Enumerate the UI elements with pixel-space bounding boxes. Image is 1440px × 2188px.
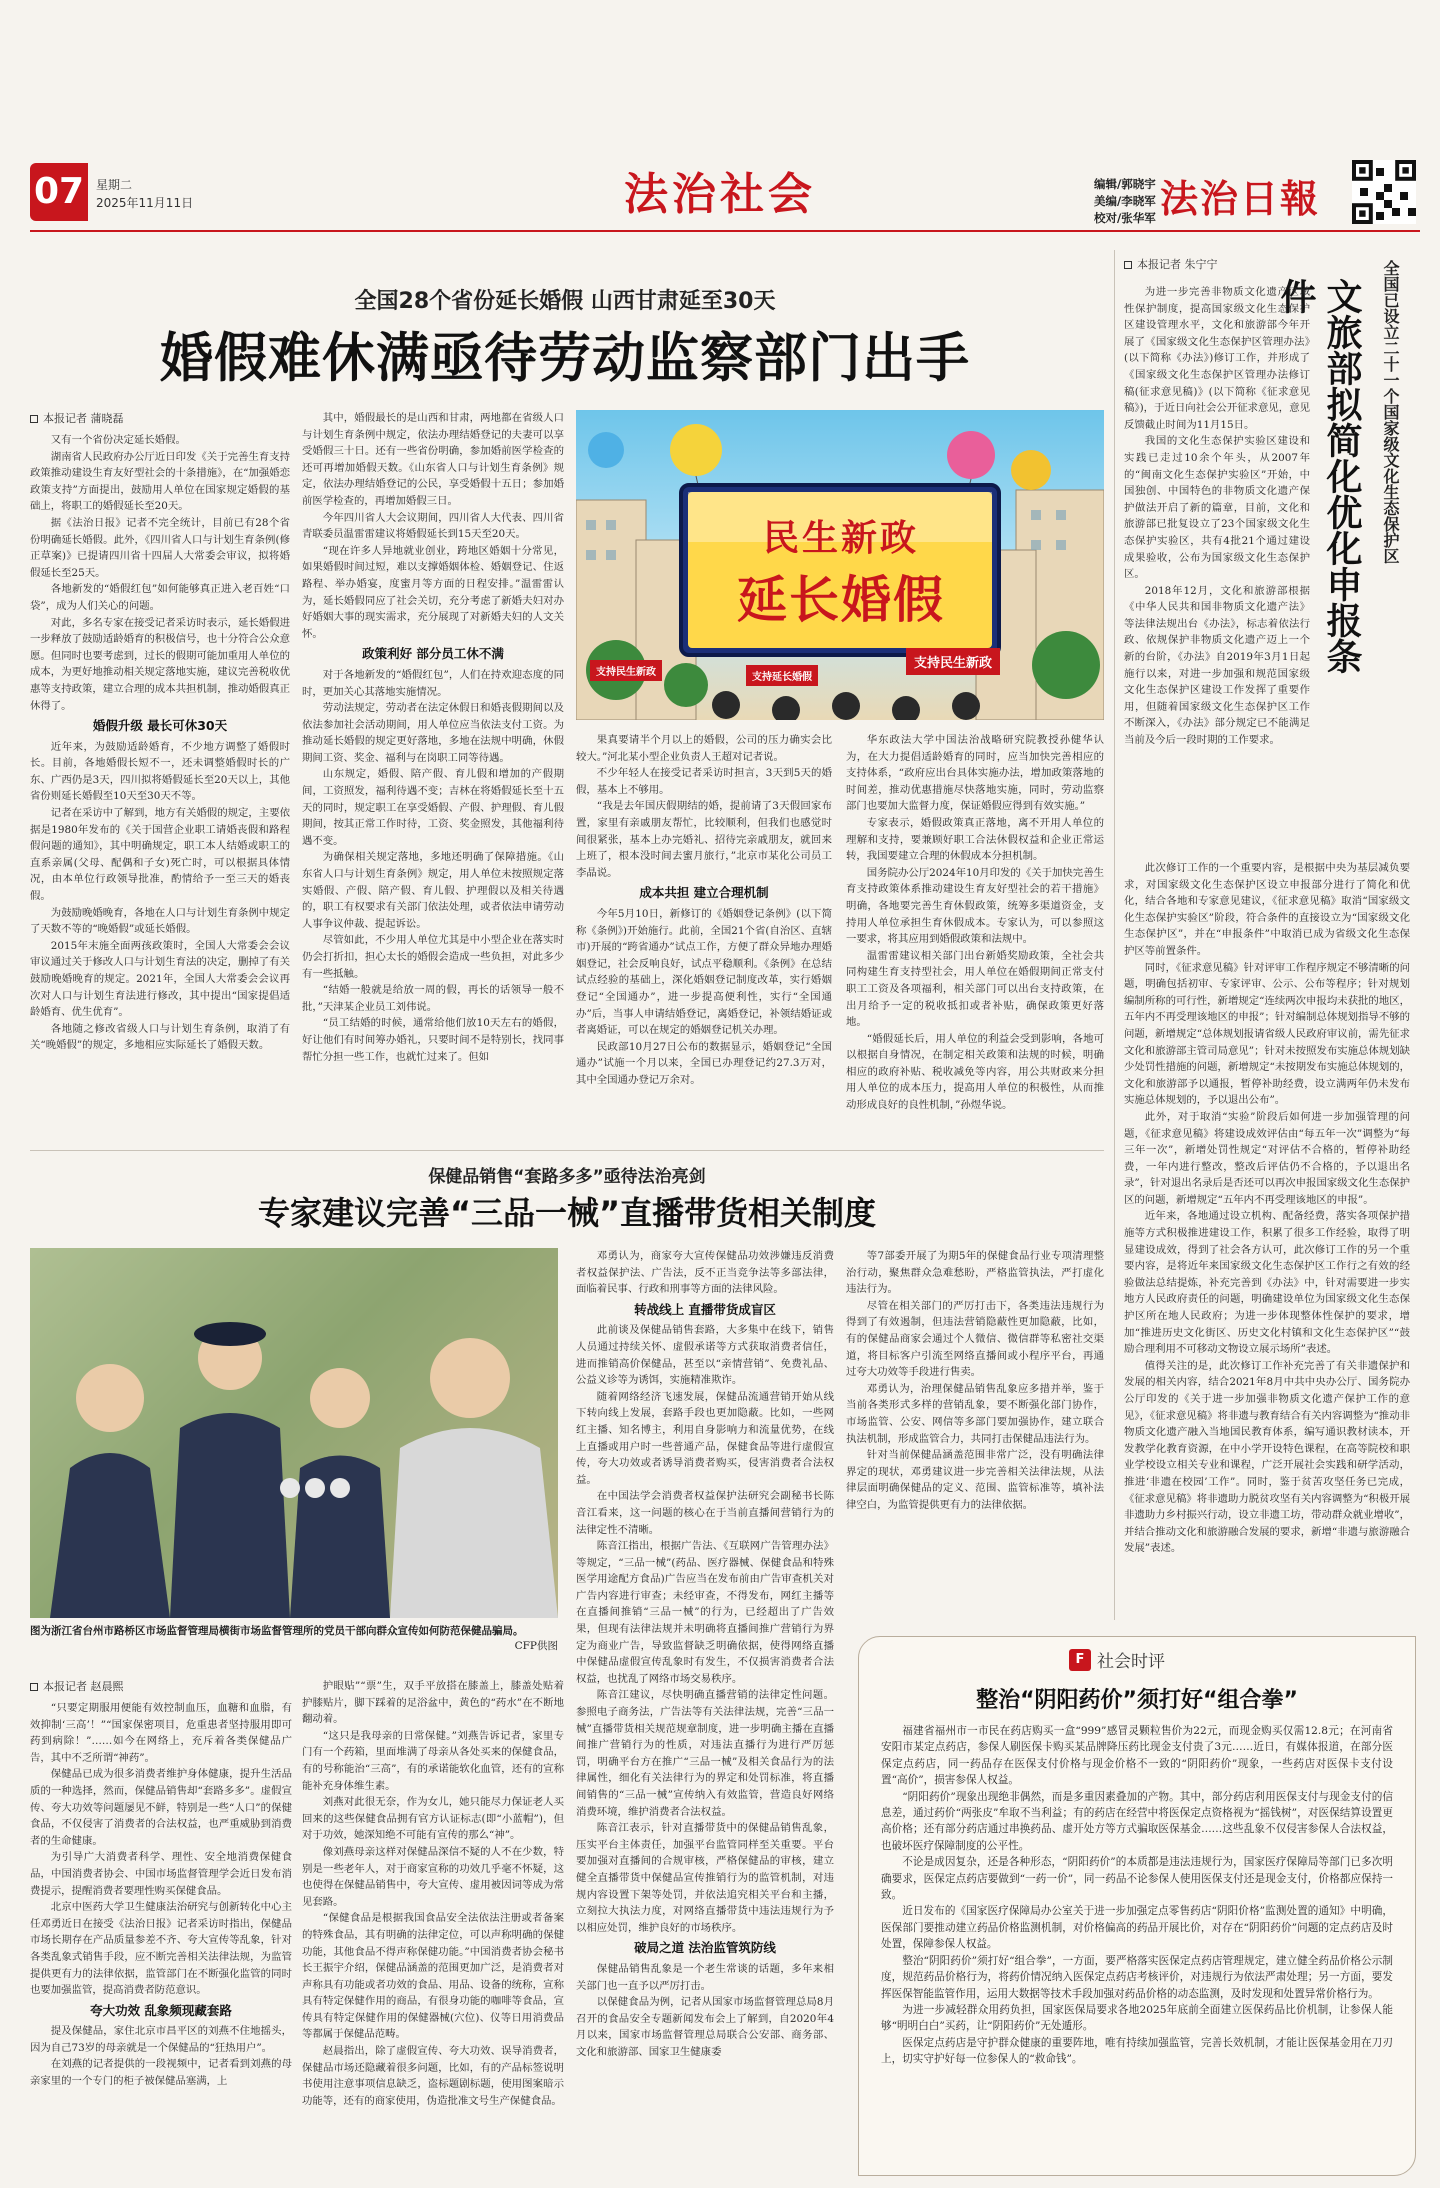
- poster-line-1: 民生新政: [762, 518, 919, 559]
- a2-col4: 等7部委开展了为期5年的保健食品行业专项清理整治行动，聚焦群众急难愁盼，严格监管执法，严打虚化违法行为。 尽管在相关部门的严厉打击下，各类违法违规行为得到了有效遏制，但违法营销隐蔽性更加隐蔽，比如，有的保健品商家会通过个人微信、微信群等私密社交渠道，将目标客户引流至网络直播间或小程序平台，再通过夸大功效等手段进行售卖。 邓勇认为，治理保健品销售乱象应多措并举，鉴于当前各类形式多样的营销乱象，要不断强化部门协作，市场监管、公安、网信等多部门要加强协作，建立联合执法机制，形成监管合力，共同打击保健品违法行为。 针对当前保健品涵盖范围非常广泛，没有明确法律界定的现状，邓勇建议进一步完善相关法律法规，从法律层面明确保健品的定义、范围、监管标准等，填补法律空白，为监管提供更有力的法律依据。: [846, 1250, 1104, 1511]
- a3-col2: 此次修订工作的一个重要内容，是根据中央为基层减负要求，对国家级文化生态保护区设立申报部分进行了简化和优化，结合各地和专家意见建议，《征求意见稿》取消“国家级文化生态保护实验区”阶段，符合条件的直接设立为“国家级文化生态保护区”，并在“申报条件”中取消已成为省级文化生态保护区等前置条件。 同时，《征求意见稿》针对评审工作程序规定不够清晰的问题，明确包括初审、专家评审、公示、公布等程序；针对规划编制所称的可行性，新增规定“连续两次申报均未获批的地区，五年内不再受理该地区的申报”；针对编制总体规划指导不够的问题，新增规定“总体规划报请省级人民政府审议前，需先征求文化和旅游部主管司局意见”；针对未按照发布实施总体规划缺少处罚性措施的问题，新增规定“未按期发布实施总体规划的，文化和旅游部予以通报，暂停补助经费，设立满两年仍未发布实施总体规划的，予以退出公布”。 此外，对于取消“实验”阶段后如何进一步加强管理的问题，《征求意见稿》将建设成效评估由“每五年一次”调整为“每三年一次”，新增处罚性规定“对评估不合格的，暂停补助经费，一年内进行整改，整改后评估仍不合格的，予以退出名录”，针对退出名录后是否还可以再次申报国家级文化生态保护区的问题，新增规定“五年内不再受理该地区的申报”。 近年来，各地通过设立机构、配备经费，落实各项保护措施等方式积极推进建设工作，积累了很多工作经验，取得了明显建设成效，得到了社会各方认可，此次修订工作的另一个重要内容，是将近年来国家级文化生态保护区工作行之有效的经验做法总结提炼，补充完善到《办法》中，针对需要进一步实地方人民政府责任的问题，明确建设单位为国家级文化生态保护区所在地人民政府；为进一步体现整体性保护的要求，增加“推进历史文化街区、历史文化村镇和文化生态保护区”“鼓励合理利用不可移动文物设立展示场所”表述。 值得关注的是，此次修订工作补充完善了有关非遗保护和发展的相关内容，结合2021年8月中共中央办公厅、国务院办公厅印发的《关于进一步加强非物质文化遗产保护工作的意见》，《征求意见稿》将非遗与教育结合有关内容调整为“推动非物质文化遗产融入当地国民教育体系，编写通识教材读本，开发教学化教育资源，在中小学开设特色课程，在高等院校和职业学校设立相关专业和课程，广泛开展社会实践和研学活动，推进‘非遗在校园’工作”。同时，鉴于贫苦攻坚任务已完成，《征求意见稿》将非遗助力脱贫攻坚有关内容调整为“积极开展非遗助力乡村振兴行动，设立非遗工坊，带动群众就业增收”，并结合推动文化和旅游融合发展的要求，新增“非遗与旅游融合发展”表述。: [1124, 862, 1410, 1555]
- weekday: 星期二: [96, 178, 133, 192]
- a1-subhead-2: 政策利好 部分员工休不满: [362, 646, 504, 662]
- a3-left-rule: [1114, 250, 1115, 1620]
- poster-sign-2: 支持延长婚假: [746, 665, 818, 686]
- poster-sign-3: 支持民生新政: [906, 648, 1000, 675]
- paper-logo: 法治日報: [1160, 176, 1321, 221]
- a2-kicker: 保健品销售“套路多多”亟待法治亮剑: [428, 1167, 706, 1187]
- a1-illustration: [576, 410, 1104, 720]
- a1-col1: 又有一个省份决定延长婚假。 湖南省人民政府办公厅近日印发《关于完善生育支持政策推动建设生育友好型社会的十条措施》，在“加强婚恋政策支持”方面提出，鼓励用人单位在国家规定婚假的基础上，将职工的婚假延长至20天。 据《法治日报》记者不完全统计，目前已有28个省份明确延长婚假。此外，《四川省人口与计划生育条例(修正草案)》已提请四川省十四届人大常委会审议，拟将婚假延长至25天。 各地新发的“婚假红包”如何能够真正进入老百姓“口袋”，成为人们关心的问题。 对此，多名专家在接受记者采访时表示，延长婚假进一步释放了鼓励适龄婚育的积极信号，也十分符合公众意愿。但同时也要考虑到，过长的假期可能加重用人单位的成本，为更好地推动相关规定落地实施，建议完善税收优惠等支持政策，建立合理的成本共担机制，推动婚假真正休得了。 婚假升级 最长可休30天 近年来，为鼓励适龄婚育，不少地方调整了婚假时长。目前，各地婚假长短不一，还未调整婚假时长的广东、广西仍是3天，四川拟将婚假延长至20天以上，其他省份则延长婚假至10天至30天不等。 记者在采访中了解到，地方有关婚假的规定，主要依据是1980年发布的《关于国营企业职工请婚丧假和路程假问题的通知》，其中明确规定，职工本人结婚或职工的直系亲属(父母、配偶和子女)死亡时，可以根据具体情况，由本单位行政领导批准，酌情给予一至三天的婚丧假。 为鼓励晚婚晚育，各地在人口与计划生育条例中规定了天数不等的“晚婚假”或延长婚假。 2015年末施全面两孩政策时，全国人大常委会会议审议通过关于修改人口与计划生育法的决定，删掉了有关鼓励晚婚晚育的规定。2021年，全国人大常委会会议再次对人口与计划生育法进行修改，其中提出“国家提倡适龄婚育、优生优育”。 各地随之修改省级人口与计划生育条例，取消了有关“晚婚假”的规定，多地相应实际延长了婚假天数。: [30, 434, 290, 1052]
- masthead-divider: [30, 230, 1420, 232]
- a1-bottom-rule: [30, 1150, 1104, 1151]
- a1-byline: 本报记者 蒲晓磊: [30, 410, 124, 426]
- a2-photo-caption: 图为浙江省台州市路桥区市场监督管理局横街市场监督管理所的党员干部向群众宣传如何防范保健品骗局。 CFP供图: [30, 1625, 558, 1652]
- a4-headline: 整治“阴阳药价”须打好“组合拳”: [976, 1688, 1298, 1713]
- photo-credit: CFP供图: [514, 1640, 558, 1652]
- a3-title: 全国已设立二十一个国家级文化生态保护区: [1381, 260, 1400, 564]
- a2-byline: 本报记者 赵晨熙: [30, 1678, 124, 1694]
- commentary-logo: F 社会时评: [1069, 1647, 1165, 1672]
- a2-subhead-2: 转战线上 直播带货成盲区: [634, 1301, 776, 1317]
- a1-col4: 华东政法大学中国法治战略研究院教授孙健华认为，在大力提倡适龄婚育的同时，应当加快完善相应的支持体系，“政府应出台具体实施办法，增加政策落地的时间差，推动优惠措施尽快落地实施，同时，劳动监察部门也要加大监督力度，保证婚假应得到有效实施。” 专家表示，婚假政策真正落地，离不开用人单位的理解和支持，要兼顾好职工合法休假权益和企业正常运转，我国要建立合理的休假成本分担机制。 国务院办公厅2024年10月印发的《关于加快完善生育支持政策体系推动建设生育友好型社会的若干措施》明确，各地要完善生育休假政策，统筹多渠道资金，支持用人单位承担生育休假成本。专家认为，可以参照这一要求，将其应用到婚假政策和法规中。 温雷雷建议相关部门出台新婚奖励政策，全社会共同构建生育支持型社会，用人单位在婚假期间正常支付职工工资及各项福利，相关部门可以出台支持政策，在出月给予一定的税收抵扣或者补贴，确保政策更好落地。 “婚假延长后，用人单位的利益会受到影响，各地可以根据自身情况，在制定相关政策和法规的时候，明确相应的政府补贴、税收减免等内容，用公共财政来分担用人单位的成本压力，提高用人单位的积极性，从而推动形成良好的良性机制，”孙煜华说。: [846, 734, 1104, 1112]
- a2-photo: [30, 1248, 558, 1618]
- a3-byline: 本报记者 朱宁宁: [1124, 256, 1218, 272]
- qr-code-icon: [1352, 160, 1416, 224]
- a4-body: 福建省福州市一市民在药店购买一盒“999”感冒灵颗粒售价为22元，而现金购买仅需12.8元；在河南省安阳市某定点药店，参保人刷医保卡购买某品牌降压药比现金支付贵了3元……近日，有媒体报道，在部分医保定点药店，同一药品存在医保支付价格与现金价格不一致的“阴阳药价”现象，一些药店对医保卡支付设置“高价”，损害参保人权益。 “阴阳药价”现象出现绝非偶然，而是多重因素叠加的产物。其中，部分药店利用医保支付与现金支付的信息差，通过药价“两张皮”牟取不当利益；有的药店在经营中将医保定点资格视为“摇钱树”，对医保结算设置更高价格；还有部分药店通过串换药品、虚开处方等方式骗取医保基金……这些乱象不仅侵害参保人合法权益，也破坏医疗保障制度的公平性。 不论是成因复杂，还是各种形态，“阴阳药价”的本质都是违法违规行为，国家医疗保障局等部门已多次明确要求，医保定点药店要做到“一药一价”，同一药品不论参保人使用医保支付还是现金支付，价格都应保持一致。 近日发布的《国家医疗保障局办公室关于进一步加强定点零售药店“阴阳价格”监测处置的通知》中明确，医保部门要推动建立药品价格监测机制，对价格偏高的药品开展比价，对存在“阴阳药价”问题的定点药店及时处置，保障参保人权益。 整治“阴阳药价”须打好“组合拳”，一方面，要严格落实医保定点药店管理规定，建立健全药品价格公示制度，规范药品价格行为，将药价情况纳入医保定点药店考核评价，对违规行为依法严肃处理；另一方面，要发挥医保智能监管作用，运用大数据等技术手段加强对药品价格的动态监测，及时发现和处置异常价格行为。 为进一步减轻群众用药负担，国家医保局要求各地2025年底前全面建立医保药品比价机制，让参保人能够“明明白白”买药，让“阴阳药价”无处遁形。 医保定点药店是守护群众健康的重要阵地，唯有持续加强监管，完善长效机制，才能让医保基金用在刀刃上，切实守护好每一位参保人的“救命钱”。: [881, 1725, 1393, 2066]
- a2-subhead-1: 夸大功效 乱象频现藏套路: [90, 2002, 232, 2018]
- a1-subhead-1: 婚假升级 最长可休30天: [92, 718, 228, 734]
- poster-line-2: 延长婚假: [737, 571, 945, 629]
- a2-col1: “只要定期服用便能有效控制血压，血糖和血脂，有效抑制‘三高’！”“国家保密项目，危重患者坚持服用即可药到病除！”……如今在网络上，充斥着各类保健品广告，其中不乏所谓“神药”。 保健品已成为很多消费者维护身体健康，提升生活品质的一种选择，然而，保健品销售却“套路多多”。虚假宣传、夸大功效等问题屡见不鲜，特别是一些“人口”的保健食品，不仅侵害了消费者的合法权益，也严重威胁到消费者的生命健康。 为引导广大消费者科学、理性、安全地消费保健食品，中国消费者协会、中国市场监督管理学会近日发布消费提示，提醒消费者要理性购买保健食品。 北京中医药大学卫生健康法治研究与创新转化中心主任邓勇近日在接受《法治日报》记者采访时指出，保健品市场长期存在产品质量参差不齐、夸大宣传等乱象，针对各类乱象式销售手段，应不断完善相关法律法规，为监管提供更有力的法律依据，监管部门在不断强化监管的同时也要加强监管，提高消费者防范意识。 夸大功效 乱象频现藏套路 提及保健品，家住北京市昌平区的刘燕不住地摇头，因为自己73岁的母亲就是一个保健品的“狂热用户”。 在刘燕的记者提供的一段视频中，记者看到刘燕的母亲家里的一个专门的柜子被保健品塞满，上: [30, 1702, 292, 2088]
- section-title: 法治社会: [624, 169, 816, 220]
- people-photo-icon: [30, 1248, 558, 1618]
- a2-col2: 护眼贴”“票”生，双手平放搭在膝盖上，膝盖处贴着护膝贴片，脚下踩着的足浴盆中，黄色的“药水”在不断地翻动着。 “这只是我母亲的日常保健。”刘燕告诉记者，家里专门有一个药箱，里面堆满了母亲从各处买来的保健食品，有的号称能治“三高”，有的承诺能软化血管，还有的宣称能补充身体维生素。 刘燕对此很无奈，作为女儿，她只能尽力保证老人买回来的这些保健食品拥有官方认证标志(即“小蓝帽”)，但对于功效，她深知绝不可能有宣传的那么“神”。 像刘燕母亲这样对保健品深信不疑的人不在少数，特别是一些老年人，对于商家宣称的功效几乎毫不怀疑，这也使得在保健品销售中，夸大宣传、虚用被因词等成为常见套路。 “保健食品是根据我国食品安全法依法注册或者备案的特殊食品，其有明确的法律定位，可以声称明确的保健功能，其他食品不得声称保健功能。”中国消费者协会秘书长王振宇介绍，保健品涵盖的范围更加广泛，是消费者对声称具有功能或者功效的食品、用品、设备的统称，宣称具有特定保健作用的商品，有很身功能的咖啡等食品，宣传具有特定保健作用的保健器械(穴位)、仪等日用消费品等都属于保健品范畴。 赵晨指出，除了虚假宣传、夸大功效、误导消费者，保健品市场还隐藏着很多问题，比如，有的产品标签说明书使用注意事项信息缺乏，盗标题剧标题，使用图案暗示功能等，还有的商家使用，伪造批准文号生产保健食品。: [302, 1680, 564, 2107]
- page-number: 07: [30, 163, 88, 221]
- comment-badge-icon: F: [1069, 1649, 1091, 1671]
- masthead: [0, 0, 1440, 230]
- a2-subhead-3: 破局之道 法治监管筑防线: [634, 1940, 776, 1956]
- poster-sign-1: 支持民生新政: [590, 660, 662, 681]
- a3-subtitle: 文旅部拟简化优化申报条件: [1275, 278, 1362, 674]
- editor-credits: 编辑/郭晓宇 美编/李晓军 校对/张华军: [1094, 177, 1156, 225]
- a1-kicker: 全国28个省份延长婚假 山西甘肃延至30天: [354, 289, 776, 314]
- a4-commentary-box: [858, 1636, 1416, 2176]
- a3-col1: 为进一步完善非物质文化遗产区域性保护制度，提高国家级文化生态保护区建设管理水平，文化和旅游部今年开展了《国家级文化生态保护区管理办法》(以下简称《办法》)修订工作，并形成了《国家级文化生态保护区管理办法修订稿(征求意见稿)》(以下简称《征求意见稿》)，于近日向社会公开征求意见，意见反馈截止时间为11月15日。 我国的文化生态保护实验区建设和实践已走过10余个年头，从2007年的“闽南文化生态保护实验区”开始，中国独创、中国特色的非物质文化遗产保护做法开启了新的篇章，目前，文化和旅游部已批复设立了23个国家级文化生态保护实验区，共有4批21个通过建设成果验收，公布为国家级文化生态保护区。 2018年12月，文化和旅游部根据《中华人民共和国非物质文化遗产法》等法律法规出台《办法》，标志着依法行政、依规保护非物质文化遗产迈上一个新的台阶，《办法》自2019年3月1日起施行以来，对进一步加强和规范国家级文化生态保护区建设工作发挥了重要作用，但随着国家级文化生态保护区工作不断深入，《办法》部分规定已不能满足当前及今后一段时期的工作要求。: [1124, 286, 1310, 747]
- a2-headline: 专家建议完善“三品一械”直播带货相关制度: [257, 1194, 877, 1232]
- a1-headline: 婚假难休满亟待劳动监察部门出手: [160, 328, 970, 389]
- a1-col3: 果真要请半个月以上的婚假，公司的压力确实会比较大。”河北某小型企业负责人王超对记者说。 不少年轻人在接受记者采访时担言，3天到5天的婚假，基本上不够用。 “我是去年国庆假期结的婚，提前请了3天假回家布置，家里有亲戚朋友帮忙，比较顺利，但我们也感觉时间很紧张，基本上办完婚礼、招待完亲戚朋友，就回来上班了，根本没时间去蜜月旅行，”北京市某化公司员工李晶说。 成本共担 建立合理机制 今年5月10日，新修订的《婚姻登记条例》(以下简称《条例》)开始施行。此前，全国21个省(自治区、直辖市)开展的“跨省通办”试点工作，方便了群众异地办理婚姻登记，社会反响良好，试点平稳顺利。《条例》在总结试点经验的基础上，深化婚姻登记制度改革，实行婚姻登记“全国通办”，进一步提高便利性，实行“全国通办”后，当事人申请结婚登记，离婚登记，补领结婚证或者离婚证，可以在规定的婚姻登记机关办理。 民政部10月27日公布的数据显示，婚姻登记“全国通办”试施一个月以来，全国已办理登记约27.3万对，其中全国通办登记万余对。: [576, 734, 832, 1086]
- issue-date: 2025年11月11日: [96, 196, 194, 210]
- a2-col3: 邓勇认为，商家夸大宣传保健品功效涉嫌违反消费者权益保护法、广告法，反不正当竞争法等多部法律，面临着民事、行政和刑事等方面的法律风险。 转战线上 直播带货成盲区 此前谈及保健品销售套路，大多集中在线下，销售人员通过持续关怀、虚假承诺等方式获取消费者信任，进而推销高价保健品，甚至以“亲情营销”、免费礼品、公益义诊等为诱饵，实施精准欺诈。 随着网络经济飞速发展，保健品流通营销开始从线下转向线上发展，套路手段也更加隐蔽。比如，一些网红主播、知名博主，利用自身影响力和流量优势，在线上直播或用户时一些普通产品，保健食品等进行虚假宣传，夸大功效或者诱导消费者购买，侵害消费者合法权益。 在中国法学会消费者权益保护法研究会副秘书长陈音江看来，这一问题的核心在于当前直播间营销行为的法律定性不清晰。 陈音江指出，根据广告法、《互联网广告管理办法》等规定，“三品一械”(药品、医疗器械、保健食品和特殊医学用途配方食品)广告应当在发布前由广告审查机关对广告内容进行审查；未经审查，不得发布，网红主播等在直播间推销“三品一械”的行为，已经超出了广告效果，但现有法律法规并未明确将直播间推广营销行为界定为商业广告，导致监督缺乏明确依据，使得网络直播中保健品虚假宣传乱象时有发生，不仅损害消费者合法权益，也扰乱了网络市场交易秩序。 陈音江建议，尽快明确直播营销的法律定性问题。参照电子商务法，广告法等有关法律法规，完善“三品一械”直播带货相关规范规章制度，进一步明确主播在直播间推广营销行为的性质，对违法直播行为进行严厉惩罚，明确平台方在推广“三品一械”及相关食品行为的法律属性，细化有关法律行为的界定和处罚标准，将直播间销售的“三品一械”宣传纳入有效监管，营造良好网络消费环境，维护消费者合法权益。 陈音江表示，针对直播带货中的保健品销售乱象，压实平台主体责任，加强平台监管同样至关重要。平台要加强对直播间的合规审核，严格保健品的审核，建立健全直播带货中保健品宣传推销行为的监管机制，对违规内容设置下架等处罚，并依法追究相关平台和主播，立刻拉大执法力度，对网络直播带货中违法违规行为予以相应处罚，维护良好的市场秩序。 破局之道 法治监管筑防线 保健品销售乱象是一个老生常谈的话题，多年来相关部门也一直予以严厉打击。 以保健食品为例，记者从国家市场监督管理总局8月召开的食品安全专题新闻发布会上了解到，自2020年4月以来，国家市场监督管理总局联合公安部、商务部、文化和旅游部、国家卫生健康委: [576, 1250, 834, 2058]
- a1-subhead-3: 成本共担 建立合理机制: [639, 885, 769, 901]
- a1-col2: 其中，婚假最长的是山西和甘肃，两地都在省级人口与计划生育条例中规定，依法办理结婚登记的夫妻可以享受婚假三十日。还有一些省份明确，参加婚前医学检查的还可再增加婚假天数。《山东省人口与计划生育条例》规定，依法办理结婚登记的公民，享受婚假十五日；参加婚前医学检查的，再增加婚假三日。 今年四川省人大会议期间，四川省人大代表、四川省青联委员温雷雷建议将婚假延长到15天至20天。 “现在许多人异地就业创业，跨地区婚姻十分常见，如果婚假时间过短，难以支撑婚姻体检、婚姻登记、住返路程、举办婚宴，度蜜月等方面的日程安排。”温雷雷认为，延长婚假同应了社会关切，充分考虑了新婚夫妇对办好婚姻大事的现实需求，充分展现了对新婚夫妇的人文关怀。 政策利好 部分员工休不满 对于各地新发的“婚假红包”，人们在持欢迎态度的同时，更加关心其落地实施情况。 劳动法规定，劳动者在法定休假日和婚丧假期间以及依法参加社会活动期间，用人单位应当依法支付工资。为推动延长婚假的规定更好落地，多地在法规中明确，休假期间工资、奖金、福利与在岗职工同等待遇。 山东规定，婚假、陪产假、育儿假和增加的产假期间，工资照发，福利待遇不变；吉林在将婚假延长至十五天的同时，规定职工在享受婚假、产假、护理假、育儿假期间，按其正常工作时待，工资、奖金照发，其他福利待遇不变。 为确保相关规定落地，多地还明确了保障措施。《山东省人口与计划生育条例》规定，用人单位未按照规定落实婚假、产假、陪产假、育儿假、护理假以及相关待遇的，职工有权要求有关部门依法处理，或者依法申请劳动人事争议仲裁、提起诉讼。 尽管如此，不少用人单位尤其是中小型企业在落实时仍会打折扣，担心太长的婚假会造成一些负担，对此多少有一些抵触。 “结婚一般就是给放一周的假，再长的话领导一般不批，”天津某企业员工刘伟说。 “员工结婚的时候，通常给他们放10天左右的婚假，好让他们有时间筹办婚礼，只要时间不是特别长，找同事帮忙分担一些工作，也就忙过来了。但如: [302, 412, 564, 1063]
